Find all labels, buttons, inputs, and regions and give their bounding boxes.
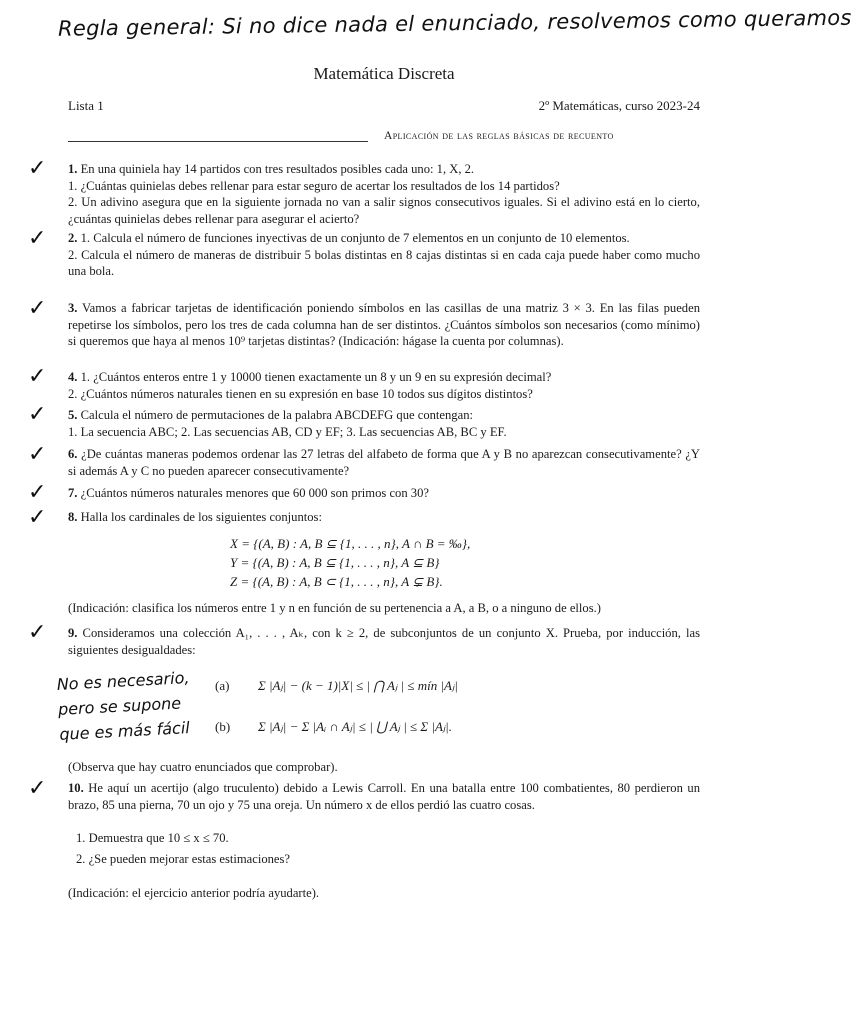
problem-text: Calcula el número de permutaciones de la palabra ABCDEFG que contengan: (80, 408, 473, 422)
problem-3 (68, 300, 700, 350)
problem-number: 8. (68, 510, 78, 524)
problem-number: 9. (68, 626, 78, 640)
problem-6 (68, 446, 700, 479)
problem-10-item-2: 2. ¿Se pueden mejorar estas estimaciones? (76, 852, 291, 866)
problem-number: 2. (68, 231, 78, 245)
problem-text: Consideramos una colección A₁, . . . , Aₖ, con k ≥ 2, de subconjuntos de un conjunto X. Prueba, por inducción, las siguientes desigualdades: (68, 626, 701, 657)
problem-text: 1. La secuencia ABC; 2. Las secuencias AB, CD y EF; 3. Las secuencias AB, BC y EF. (68, 424, 507, 439)
problem-text: Vamos a fabricar tarjetas de identificación poniendo símbolos en las casillas de una matriz 3 × 3. En las filas pueden repetirse los símbolos, pero los tres de cada columna han de ser distintos. ¿Cuántos símbolos son necesarios (como mínimo) si queremos que haya al menos 10⁹ tarjetas distintas? (Indicación: hágase la cuenta por columnas). (68, 301, 700, 348)
problem-number: 4. (68, 370, 78, 384)
course-label: 2º Matemáticas, curso 2023-24 (538, 98, 700, 113)
check-mark-icon: ✓ (28, 226, 47, 251)
check-mark-icon: ✓ (28, 480, 47, 505)
problem-text: 1. ¿Cuántos enteros entre 1 y 10000 tienen exactamente un 8 y un 9 en su expresión decimal? (80, 370, 552, 384)
problem-9 (68, 625, 700, 658)
problem-number: 3. (68, 301, 78, 315)
problem-7 (68, 485, 700, 502)
problem-text: 2. Un adivino asegura que en la siguiente jornada no van a salir signos consecutivos iguales. Si el adivino está en lo cierto, ¿cuántas quinielas debes rellenar para asegurar el acierto? (68, 195, 700, 226)
check-mark-icon: ✓ (28, 442, 47, 467)
check-mark-icon: ✓ (28, 296, 47, 321)
problem-9-observation: (Observa que hay cuatro enunciados que comprobar). (68, 760, 338, 774)
equation-y: Y = {(A, B) : A, B ⊆ {1, . . . , n}, A ⊆ B} (230, 555, 440, 570)
problem-text: ¿Cuántos números naturales menores que 60 000 son primos con 30? (80, 486, 429, 500)
section-title: Aplicación de las reglas básicas de recuento (384, 130, 614, 142)
problem-text: 1. Calcula el número de funciones inyectivas de un conjunto de 7 elementos en un conjunto de 10 elementos. (80, 231, 630, 245)
problem-text: 2. Calcula el número de maneras de distribuir 5 bolas distintas en 8 cajas distintas si en cada caja puede haber como mucho una bola. (68, 247, 700, 278)
problem-8 (68, 509, 700, 526)
problem-text: En una quiniela hay 14 partidos con tres resultados posibles cada uno: 1, X, 2. (80, 162, 475, 176)
check-mark-icon: ✓ (28, 505, 47, 530)
equation-x: X = {(A, B) : A, B ⊆ {1, . . . , n}, A ∩ B = ‰}, (230, 536, 471, 551)
problem-2 (68, 230, 700, 280)
problem-8-hint: (Indicación: clasifica los números entre 1 y n en función de su pertenencia a A, a B, o a ninguno de ellos.) (68, 601, 601, 615)
problem-1 (68, 161, 700, 227)
inequality-a-label: (a) (215, 678, 230, 693)
problem-number: 10. (68, 781, 84, 795)
check-mark-icon: ✓ (28, 156, 47, 181)
problem-text: 2. ¿Cuántos números naturales tienen en su expresión en base 10 todos sus dígitos distintos? (68, 386, 533, 401)
inequality-b: Σ |Aⱼ| − Σ |Aᵢ ∩ Aⱼ| ≤ | ⋃ Aⱼ | ≤ Σ |Aⱼ|. (258, 719, 452, 734)
check-mark-icon: ✓ (28, 620, 47, 645)
problem-number: 1. (68, 162, 78, 176)
list-number: Lista 1 (68, 98, 104, 113)
page-title: Matemática Discreta (313, 64, 455, 83)
problem-10-item-1: 1. Demuestra que 10 ≤ x ≤ 70. (76, 831, 229, 845)
section-rule (68, 141, 368, 142)
handwritten-general-rule: Regla general: Si no dice nada el enunciado, resolvemos como queramos (57, 5, 852, 41)
check-mark-icon: ✓ (28, 776, 47, 801)
equation-z: Z = {(A, B) : A, B ⊂ {1, . . . , n}, A ⊊ B}. (230, 574, 443, 589)
problem-5 (68, 407, 700, 440)
problem-10 (68, 780, 700, 813)
problem-text: 1. ¿Cuántas quinielas debes rellenar para estar seguro de acertar los resultados de los 14 partidos? (68, 178, 560, 193)
problem-number: 6. (68, 447, 78, 461)
problem-text: ¿De cuántas maneras podemos ordenar las 27 letras del alfabeto de forma que A y B no aparezcan consecutivamente? ¿Y si además A y C no pueden aparecer consecutivamente? (68, 447, 700, 478)
problem-number: 7. (68, 486, 78, 500)
check-mark-icon: ✓ (28, 364, 47, 389)
problem-10-hint: (Indicación: el ejercicio anterior podría ayudarte). (68, 886, 320, 900)
problem-4 (68, 369, 700, 402)
problem-text: He aquí un acertijo (algo truculento) debido a Lewis Carroll. En una batalla entre 100 combatientes, 80 perdieron un brazo, 85 una pierna, 70 un ojo y 75 una oreja. Un número x de ellos perdió las cuatro cosas. (68, 781, 701, 812)
problem-number: 5. (68, 408, 78, 422)
inequality-b-label: (b) (215, 719, 231, 734)
inequality-a: Σ |Aⱼ| − (k − 1)|X| ≤ | ⋂ Aⱼ | ≤ mín |Aⱼ| (258, 678, 458, 693)
problem-text: Halla los cardinales de los siguientes conjuntos: (80, 510, 322, 524)
set-definitions (230, 534, 630, 591)
check-mark-icon: ✓ (28, 402, 47, 427)
handwritten-side-note: No es necesario, pero se supone que es más fácil (56, 668, 191, 744)
